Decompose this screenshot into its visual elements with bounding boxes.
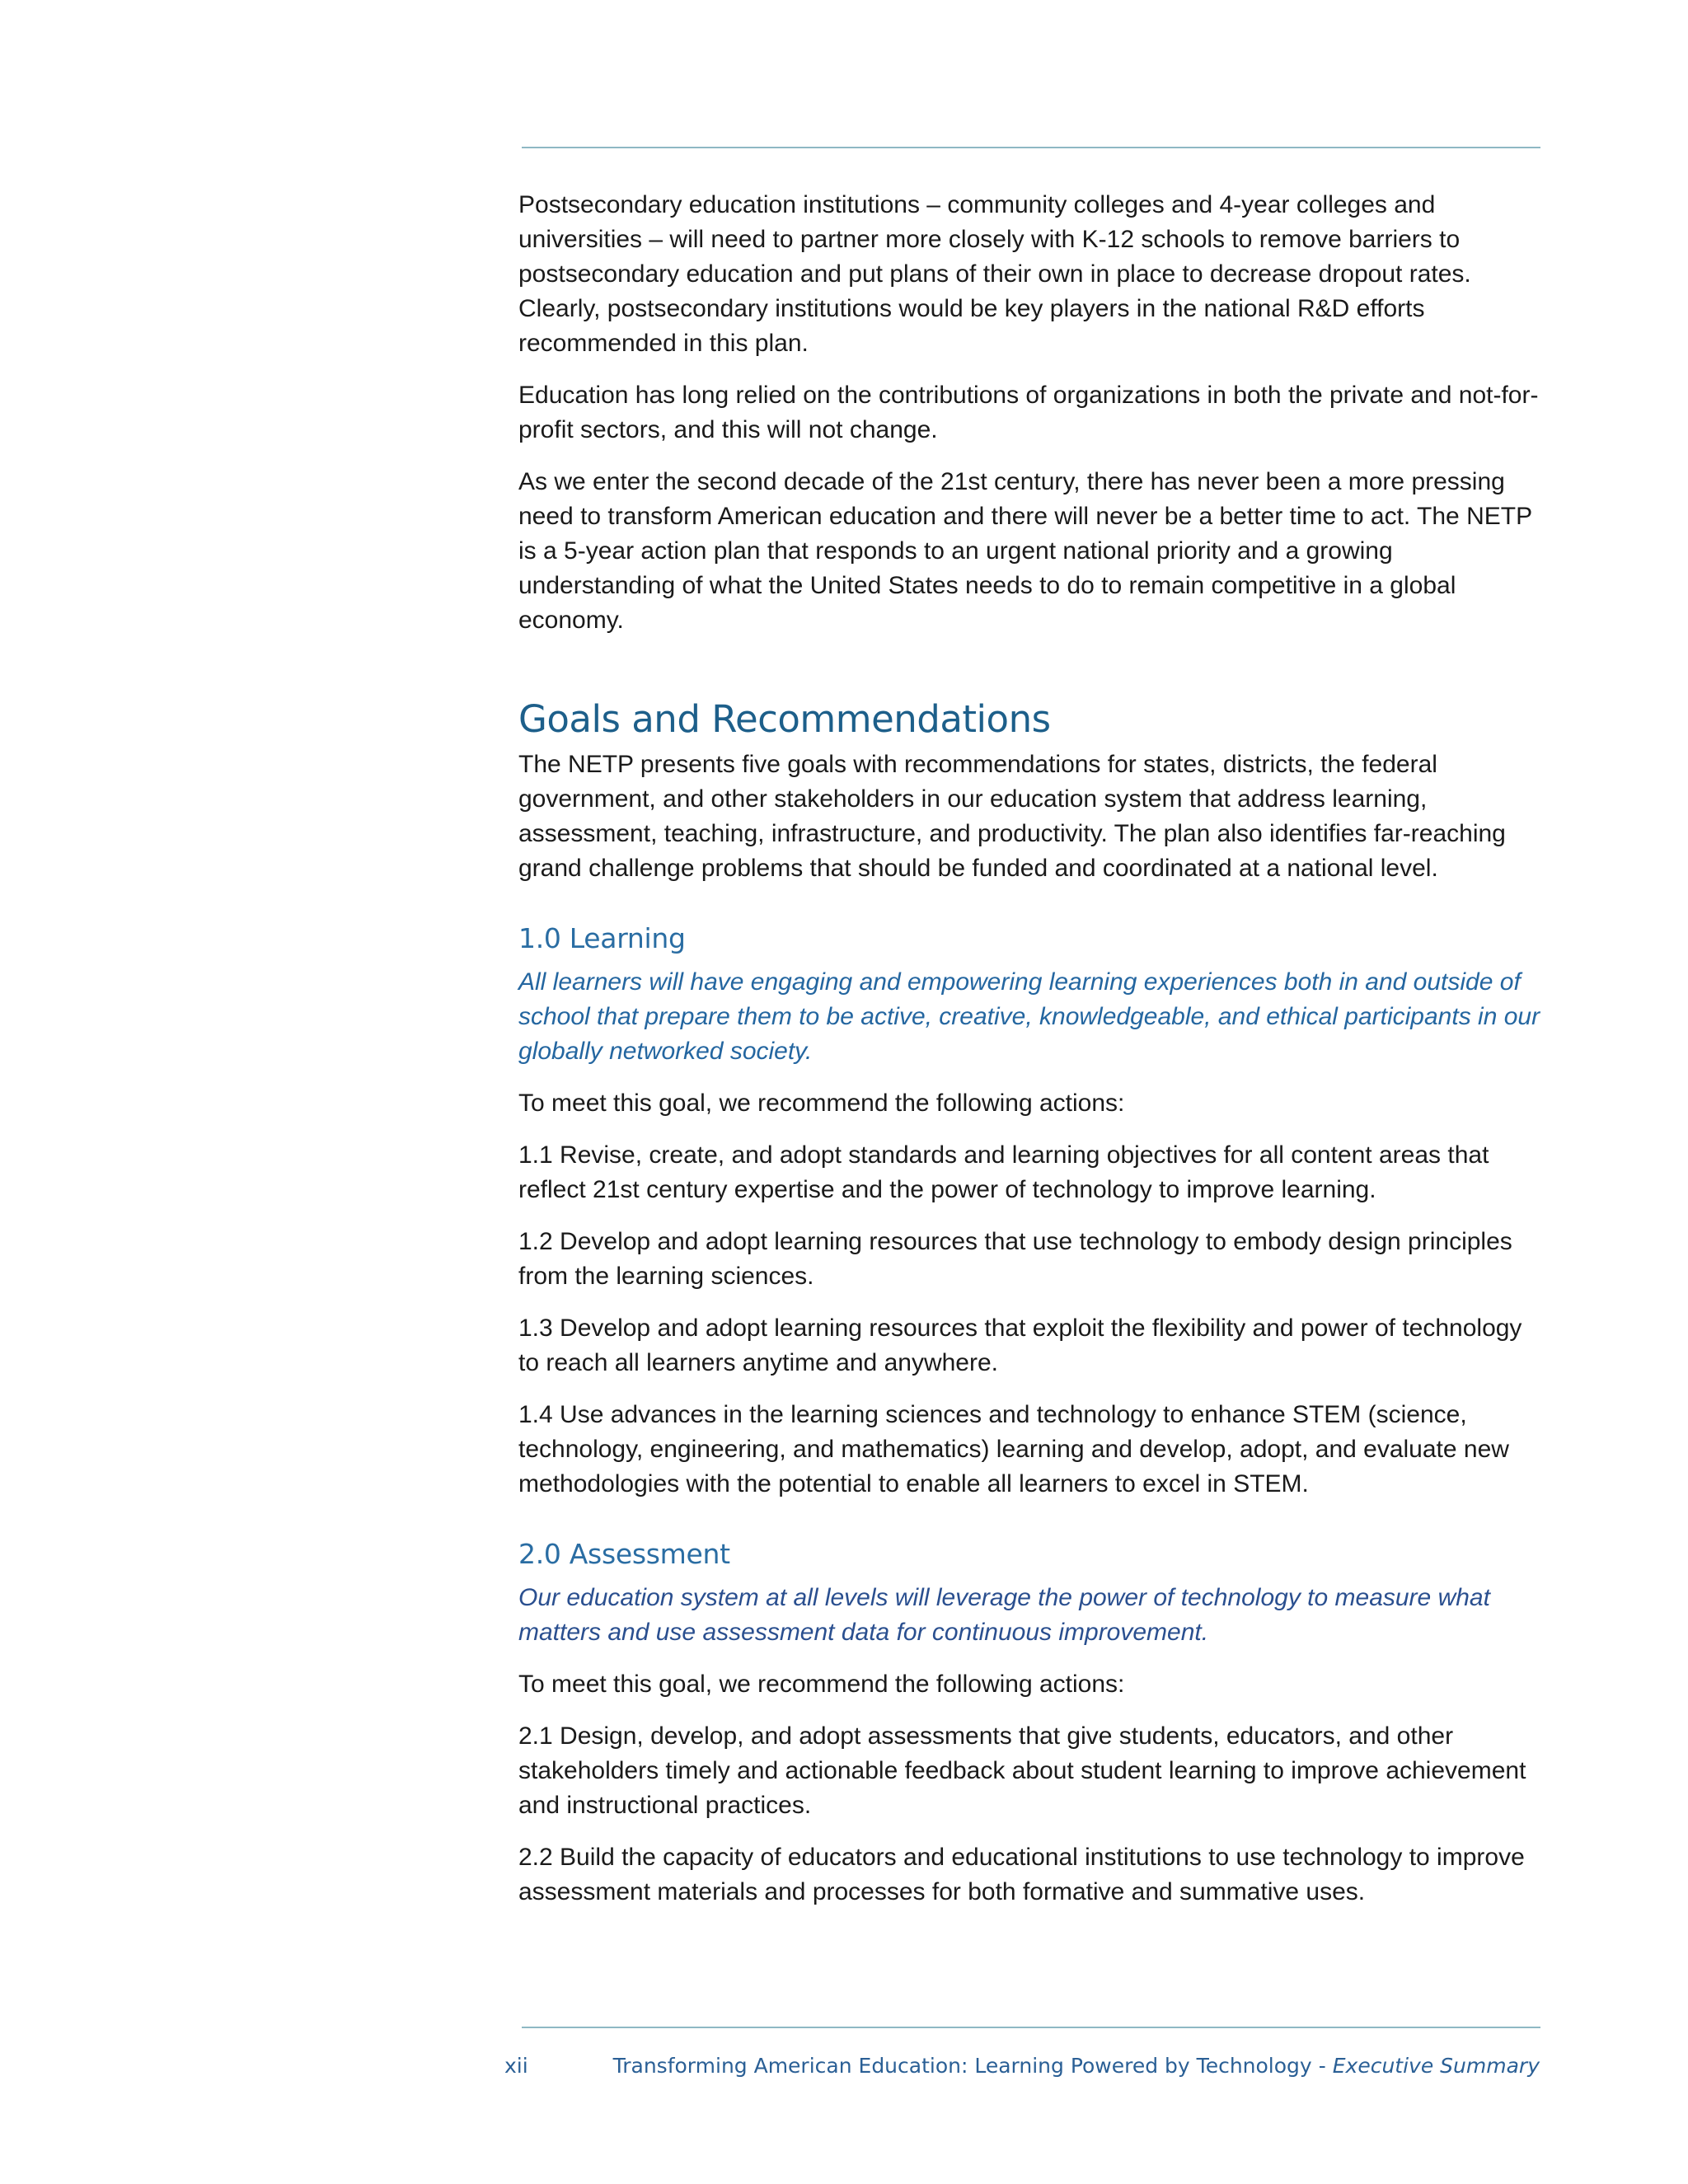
footer-document-title: Transforming American Education: Learning Powered by Technology [612, 2054, 1312, 2078]
learning-lead-in: To meet this goal, we recommend the following actions: [518, 1090, 1125, 1117]
footer-subtitle: Executive Summary [1332, 2054, 1540, 2078]
subsection-heading-learning: 1.0 Learning [518, 922, 686, 954]
assessment-action-item: 2.2 Build the capacity of educators and educational institutions to use technology to improve assessment materials and processes for both formative and summative uses. [518, 1844, 1525, 1905]
learning-action-item: 1.3 Develop and adopt learning resources that exploit the flexibility and power of technology to reach all learners anytime and anywhere. [518, 1315, 1522, 1376]
subsection-heading-assessment: 2.0 Assessment [518, 1538, 730, 1570]
footer-title-line [613, 2054, 1540, 2078]
intro-paragraph: As we enter the second decade of the 21st century, there has never been a more pressing need to transform American education and there will never be a better time to act. The NETP is a 5-year action plan that responds to an urgent national priority and a growing understanding of what the United States needs to do to remain competitive in a global economy. [518, 468, 1532, 634]
footer-separator: - [1318, 2054, 1326, 2078]
section-heading-goals: Goals and Recommendations [518, 697, 1051, 741]
assessment-action-item: 2.1 Design, develop, and adopt assessments that give students, educators, and other stakeholders timely and actionable feedback about student learning to improve achievement and instructional practices. [518, 1722, 1526, 1819]
main-content [518, 188, 1545, 1927]
intro-paragraph: Education has long relied on the contributions of organizations in both the private and not-for-profit sectors, and this will not change. [518, 382, 1539, 443]
intro-paragraph: Postsecondary education institutions – community colleges and 4-year colleges and universities – will need to partner more closely with K-12 schools to remove barriers to postsecondary education and put plans of their own in place to decrease dropout rates. Clearly, postsecondary institutions would be key players in the national R&D efforts recommended in this plan. [518, 191, 1471, 357]
learning-action-item: 1.4 Use advances in the learning sciences and technology to enhance STEM (science, technology, engineering, and mathematics) learning and develop, adopt, and evaluate new methodologies with the potential to enable all learners to excel in STEM. [518, 1401, 1509, 1497]
header-rule [522, 147, 1540, 148]
assessment-lead-in: To meet this goal, we recommend the following actions: [518, 1671, 1125, 1698]
goals-intro-paragraph: The NETP presents five goals with recommendations for states, districts, the federal government, and other stakeholders in our education system that address learning, assessment, teaching, infrastructure, and productivity. The plan also identifies far-reaching grand challenge problems that should be funded and coordinated at a national level. [518, 751, 1506, 882]
page-number: xii [504, 2054, 528, 2078]
learning-goal-statement: All learners will have engaging and empowering learning experiences both in and outside of school that prepare them to be active, creative, knowledgeable, and ethical participants in our globally networked society. [518, 968, 1540, 1065]
assessment-goal-statement: Our education system at all levels will leverage the power of technology to measure what matters and use assessment data for continuous improvement. [518, 1584, 1490, 1646]
learning-action-item: 1.1 Revise, create, and adopt standards and learning objectives for all content areas that reflect 21st century expertise and the power of technology to improve learning. [518, 1141, 1489, 1203]
learning-action-item: 1.2 Develop and adopt learning resources that use technology to embody design principles from the learning sciences. [518, 1228, 1512, 1290]
page-footer [0, 2054, 1688, 2087]
footer-rule [522, 2027, 1540, 2028]
